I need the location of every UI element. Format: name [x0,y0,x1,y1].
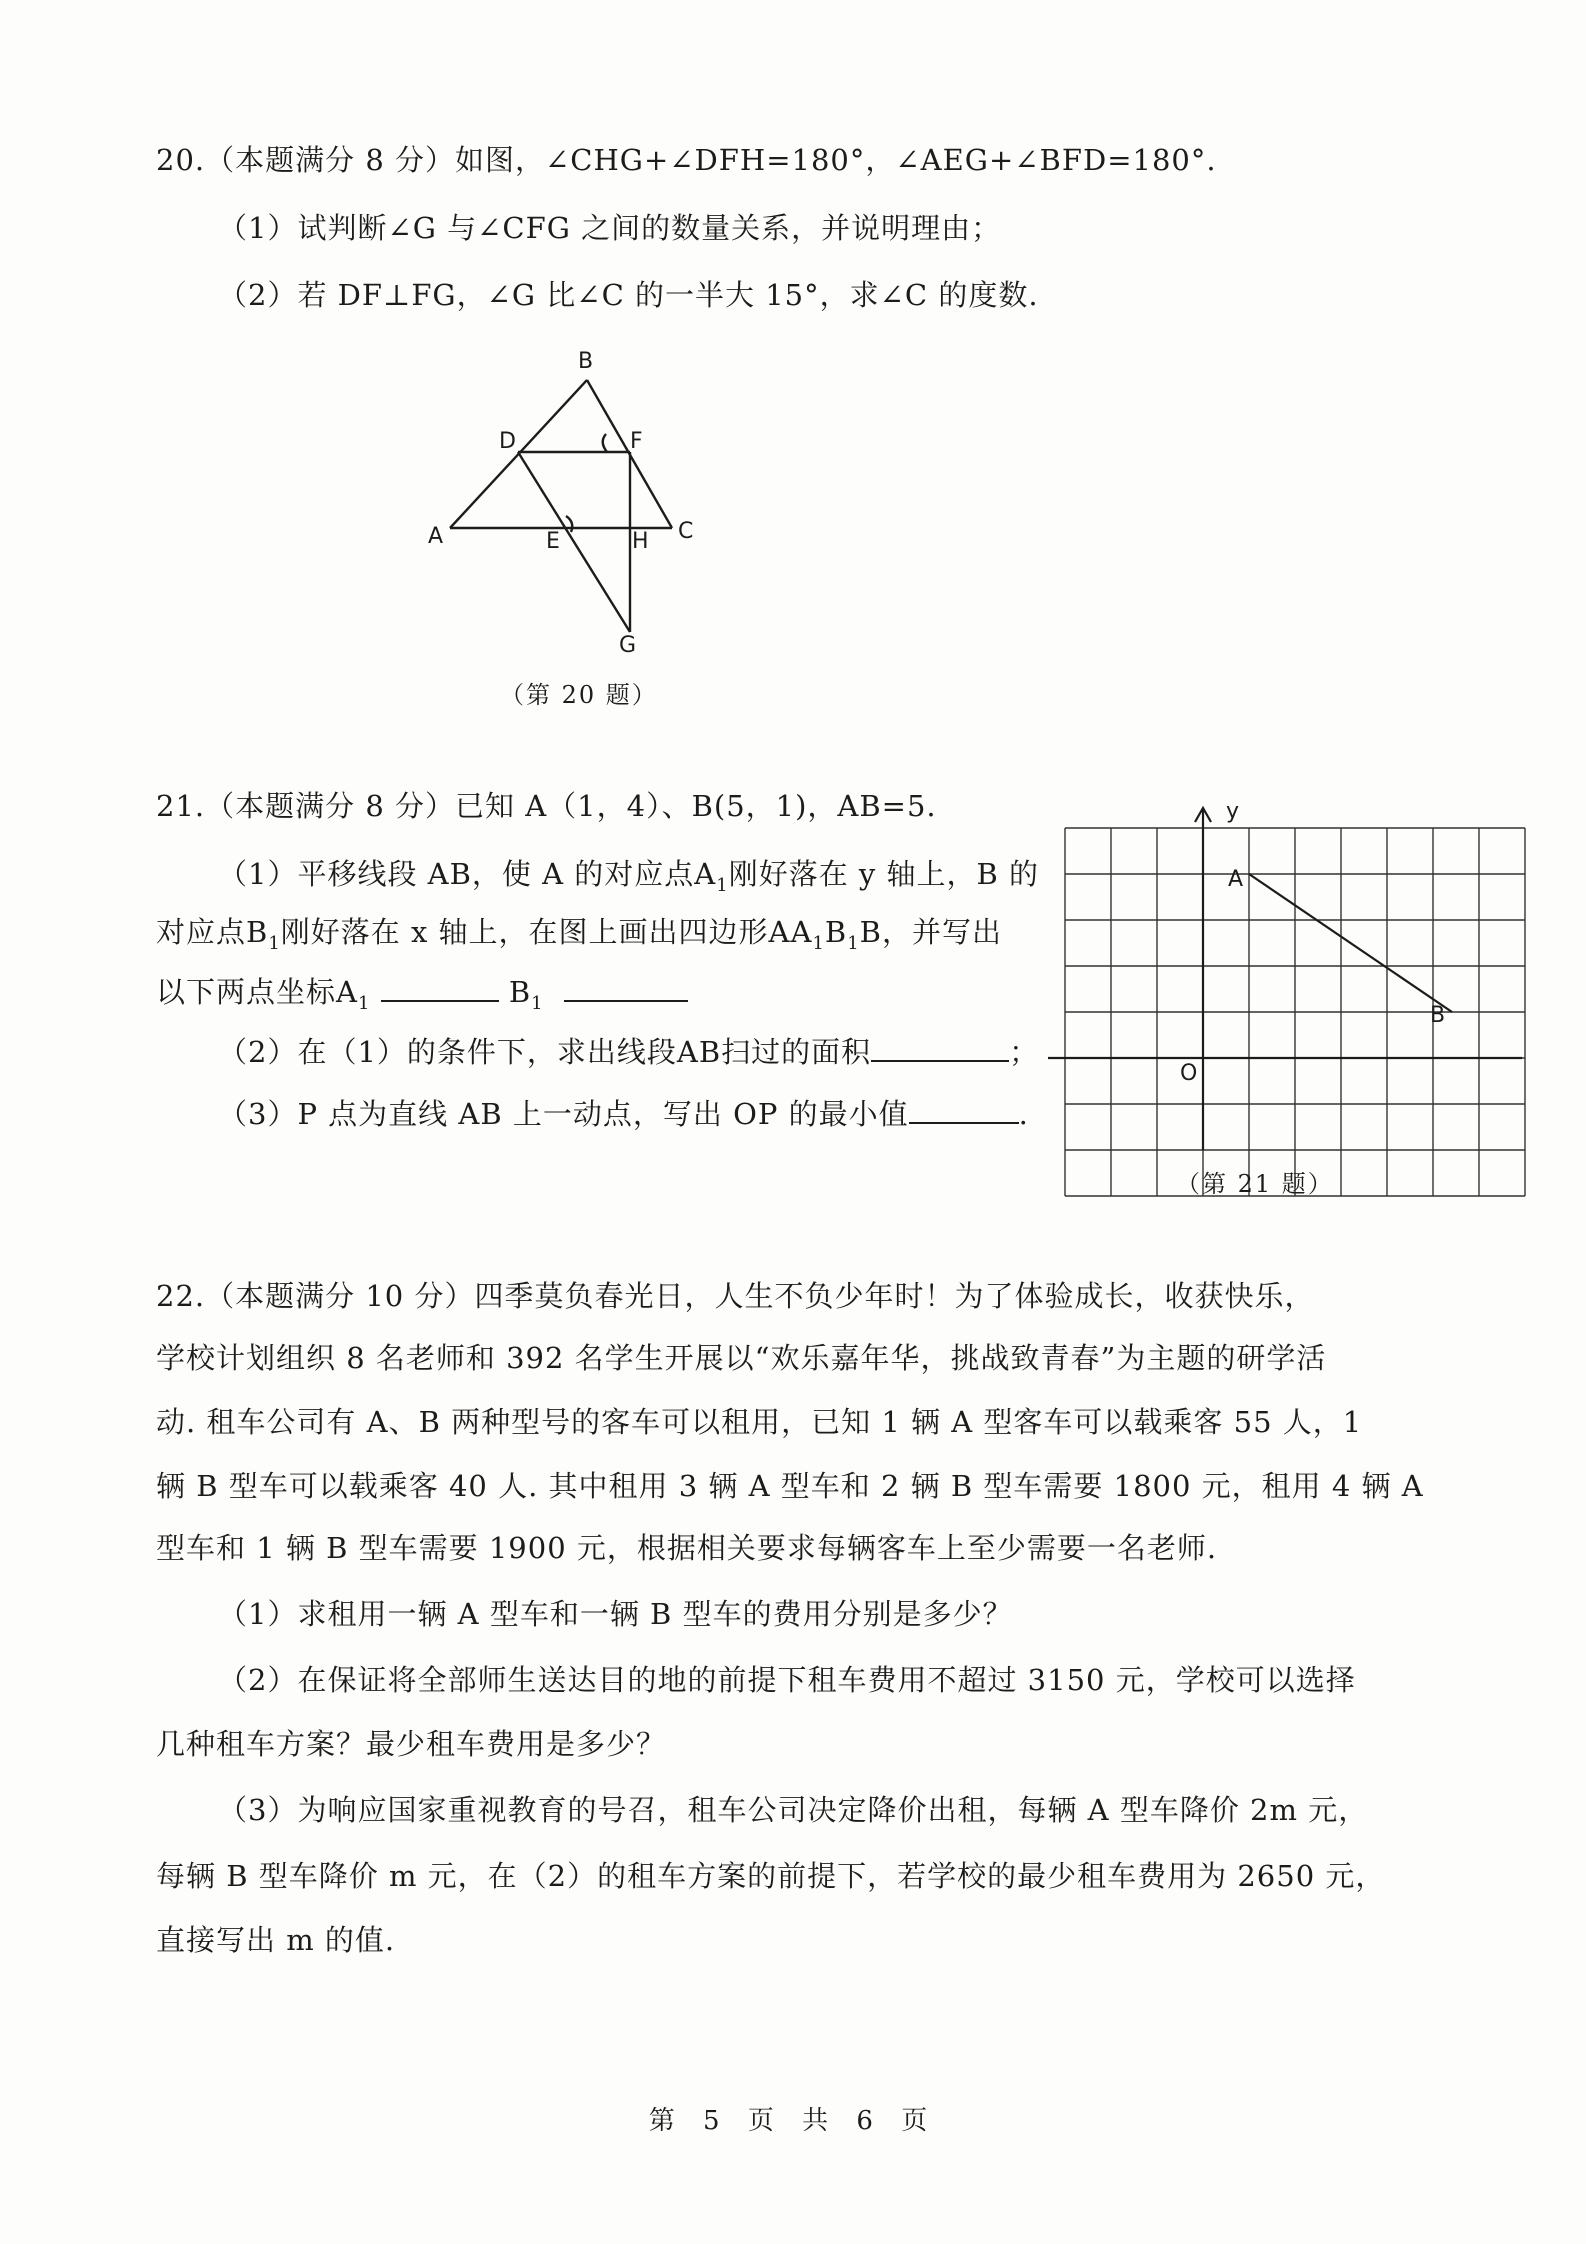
subscript: 1 [357,992,371,1014]
q21-text: （1）平移线段 AB，使 A 的对应点A [218,857,717,891]
label-e: E [546,529,560,554]
q22-line1: 22.（本题满分 10 分）四季莫负春光日，人生不负少年时！为了体验成长，收获快乐， [156,1279,1315,1313]
q22-part3-line3: 直接写出 m 的值. [156,1923,396,1957]
subscript: 1 [847,932,860,954]
subscript: 1 [531,992,544,1014]
q21-text: 刚好落在 y 轴上，B 的 [728,857,1040,891]
q20-caption: （第 20 题） [500,681,658,709]
q21-text: B [508,975,532,1009]
q21-text: B，并写出 [859,915,1002,949]
label-g: G [619,633,637,658]
q21-text: ； [1009,1035,1040,1069]
label-b: B [578,349,594,374]
q21-text: 对应点B [156,915,269,949]
label-f: F [630,429,643,454]
q22-line5: 型车和 1 辆 B 型车需要 1900 元，根据相关要求每辆客车上至少需要一名老师. [156,1531,1218,1565]
q21-text: （3）P 点为直线 AB 上一动点，写出 OP 的最小值 [218,1097,909,1131]
q20-part1: （1）试判断∠G 与∠CFG 之间的数量关系，并说明理由； [218,211,1002,245]
q22-part2-line1: （2）在保证将全部师生送达目的地的前提下租车费用不超过 3150 元，学校可以选择 [218,1663,1356,1697]
origin-label: O [1180,1061,1198,1086]
q22-part1: （1）求租用一辆 A 型车和一辆 B 型车的费用分别是多少？ [218,1597,1013,1631]
subscript: 1 [716,874,729,896]
q21-text: 刚好落在 x 轴上，在图上画出四边形AA [280,915,813,949]
q22-part3-line2: 每辆 B 型车降价 m 元，在（2）的租车方案的前提下，若学校的最少租车费用为 2650 元， [156,1859,1386,1893]
q21-heading: 21.（本题满分 8 分）已知 A（1，4）、B(5，1)，AB=5. [156,789,937,823]
q20-heading: 20.（本题满分 8 分）如图，∠CHG+∠DFH=180°，∠AEG+∠BFD=180°. [156,143,1217,177]
q22-line3: 动. 租车公司有 A、B 两种型号的客车可以租用，已知 1 辆 A 型客车可以载乘客 55 人，1 [156,1405,1363,1439]
q21-text: . [1018,1097,1029,1131]
q21-text: B [824,915,848,949]
subscript: 1 [812,932,825,954]
y-axis-label: y [1226,799,1240,824]
label-c: C [678,519,694,544]
segment-ab-grid [1249,874,1452,1012]
q21-text: （2）在（1）的条件下，求出线段AB扫过的面积 [218,1035,872,1069]
label-a: A [428,524,444,549]
q21-text: 以下两点坐标A [156,975,358,1009]
q22-part2-line2: 几种租车方案？最少租车费用是多少？ [156,1727,667,1761]
q22-line2: 学校计划组织 8 名老师和 392 名学生开展以“欢乐嘉年华，挑战致青春”为主题的研学活 [156,1341,1327,1375]
q22-part3-line1: （3）为响应国家重视教育的号召，租车公司决定降价出租，每辆 A 型车降价 2m 元， [218,1793,1369,1827]
subscript: 1 [268,932,281,954]
q21-caption: （第 21 题） [1176,1170,1334,1198]
label-d: D [499,429,516,454]
q22-line4: 辆 B 型车可以载乘客 40 人. 其中租用 3 辆 A 型车和 2 辆 B 型车需要 1800 元，租用 4 辆 A [156,1469,1424,1503]
label-h: H [632,529,649,554]
page-footer: 第 5 页 共 6 页 [648,2106,938,2136]
q20-part2: （2）若 DF⊥FG，∠G 比∠C 的一半大 15°，求∠C 的度数. [218,278,1039,312]
point-a-label: A [1228,867,1244,892]
point-b-label: B [1430,1003,1446,1028]
